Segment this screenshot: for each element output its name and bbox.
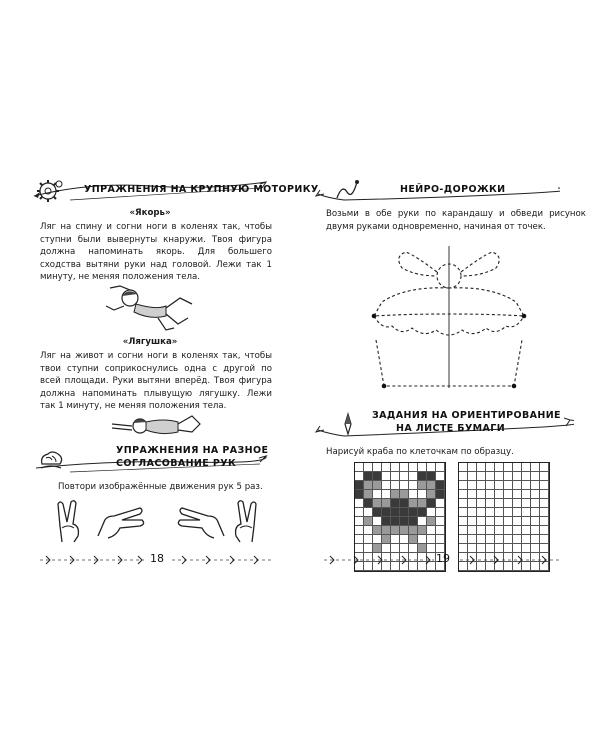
drawing-grid-cell[interactable] — [459, 508, 468, 517]
drawing-grid-cell[interactable] — [486, 463, 495, 472]
sample-grid-cell — [436, 517, 445, 526]
sample-grid-cell — [418, 517, 427, 526]
drawing-grid-cell[interactable] — [477, 472, 486, 481]
sample-grid-cell — [409, 508, 418, 517]
page-number-18: 18 — [150, 552, 164, 565]
drawing-grid-cell[interactable] — [504, 472, 513, 481]
drawing-grid-cell[interactable] — [459, 535, 468, 544]
drawing-grid-cell[interactable] — [504, 517, 513, 526]
sample-grid-cell — [364, 463, 373, 472]
drawing-grid-cell[interactable] — [459, 463, 468, 472]
drawing-grid-cell[interactable] — [522, 526, 531, 535]
drawing-grid-cell[interactable] — [495, 526, 504, 535]
sample-grid-cell — [373, 499, 382, 508]
sample-grid-cell — [436, 499, 445, 508]
crab-instruction: Нарисуй краба по клеточкам по образцу. — [326, 447, 514, 457]
drawing-grid-cell[interactable] — [540, 499, 549, 508]
sample-grid-cell — [364, 472, 373, 481]
sample-grid-cell — [391, 517, 400, 526]
drawing-grid-cell[interactable] — [477, 535, 486, 544]
drawing-grid-cell[interactable] — [513, 517, 522, 526]
sample-grid-cell — [364, 499, 373, 508]
drawing-grid-cell[interactable] — [486, 490, 495, 499]
sample-grid-cell — [364, 481, 373, 490]
sample-grid-cell — [373, 526, 382, 535]
sample-grid-cell — [364, 490, 373, 499]
brain-icon — [38, 448, 64, 476]
drawing-grid-cell[interactable] — [495, 463, 504, 472]
drawing-grid-cell[interactable] — [531, 490, 540, 499]
sample-grid-cell — [373, 472, 382, 481]
drawing-grid-cell[interactable] — [531, 499, 540, 508]
drawing-grid-cell[interactable] — [495, 517, 504, 526]
sample-grid-cell — [373, 508, 382, 517]
sample-grid-cell — [400, 517, 409, 526]
drawing-grid-cell[interactable] — [459, 499, 468, 508]
sample-grid-cell — [409, 481, 418, 490]
drawing-grid-cell[interactable] — [540, 535, 549, 544]
footer-divider-right — [324, 552, 434, 571]
drawing-grid-cell[interactable] — [522, 490, 531, 499]
sample-grid-cell — [391, 499, 400, 508]
sample-grid-cell — [355, 463, 364, 472]
drawing-grid-cell[interactable] — [468, 472, 477, 481]
drawing-grid-cell[interactable] — [459, 517, 468, 526]
drawing-grid-cell[interactable] — [540, 526, 549, 535]
sample-grid-cell — [364, 535, 373, 544]
drawing-grid-cell[interactable] — [477, 508, 486, 517]
drawing-grid-cell[interactable] — [477, 481, 486, 490]
sample-grid-cell — [364, 526, 373, 535]
drawing-grid-cell[interactable] — [522, 481, 531, 490]
hand-coordination-title-line2: СОГЛАСОВАНИЕ РУК — [116, 458, 237, 469]
gross-motor-title: УПРАЖНЕНИЯ НА КРУПНУЮ МОТОРИКУ — [84, 184, 319, 195]
drawing-grid-cell[interactable] — [468, 463, 477, 472]
drawing-grid-cell[interactable] — [513, 472, 522, 481]
drawing-grid-cell[interactable] — [486, 499, 495, 508]
sample-grid-cell — [391, 472, 400, 481]
drawing-grid-cell[interactable] — [495, 472, 504, 481]
sample-grid-cell — [382, 481, 391, 490]
page-number-19: 19 — [436, 552, 450, 565]
sample-grid-cell — [427, 472, 436, 481]
orientation-title-line1: ЗАДАНИЯ НА ОРИЕНТИРОВАНИЕ — [372, 410, 561, 421]
sample-grid-cell — [418, 463, 427, 472]
drawing-grid-cell[interactable] — [531, 526, 540, 535]
sample-grid-cell — [427, 517, 436, 526]
drawing-grid-cell[interactable] — [486, 535, 495, 544]
drawing-grid-cell[interactable] — [504, 463, 513, 472]
sample-grid-cell — [400, 490, 409, 499]
drawing-grid-cell[interactable] — [540, 508, 549, 517]
drawing-grid-cell[interactable] — [495, 481, 504, 490]
sample-grid-cell — [409, 526, 418, 535]
sample-grid-cell — [409, 490, 418, 499]
sample-grid-cell — [436, 490, 445, 499]
drawing-grid-cell[interactable] — [513, 463, 522, 472]
sample-grid-cell — [400, 463, 409, 472]
drawing-grid-cell[interactable] — [495, 499, 504, 508]
hand-coordination-title-line1: УПРАЖНЕНИЯ НА РАЗНОЕ — [116, 445, 269, 456]
right-page — [300, 0, 600, 750]
drawing-grid-cell[interactable] — [468, 481, 477, 490]
sample-grid-cell — [400, 481, 409, 490]
drawing-grid-cell[interactable] — [531, 472, 540, 481]
drawing-grid-cell[interactable] — [540, 463, 549, 472]
drawing-grid-cell[interactable] — [486, 481, 495, 490]
sample-grid-cell — [382, 472, 391, 481]
drawing-grid-cell[interactable] — [531, 517, 540, 526]
drawing-grid-cell[interactable] — [495, 490, 504, 499]
sample-grid-cell — [400, 508, 409, 517]
sample-grid-cell — [427, 526, 436, 535]
sample-grid-cell — [391, 526, 400, 535]
sample-grid-cell — [382, 517, 391, 526]
sample-grid-cell — [418, 499, 427, 508]
frog-title: «Лягушка» — [122, 337, 178, 347]
sample-grid-cell — [400, 535, 409, 544]
drawing-grid-cell[interactable] — [477, 526, 486, 535]
hand-v-sign-illustration — [54, 500, 88, 548]
sample-grid-cell — [382, 463, 391, 472]
sample-grid-cell — [418, 526, 427, 535]
sample-grid-cell — [436, 508, 445, 517]
sample-grid-cell — [382, 499, 391, 508]
drawing-grid-cell[interactable] — [495, 535, 504, 544]
drawing-grid-cell[interactable] — [513, 535, 522, 544]
drawing-grid-cell[interactable] — [504, 526, 513, 535]
footer-divider-left-end — [172, 552, 272, 571]
drawing-grid-cell[interactable] — [504, 499, 513, 508]
drawing-grid-cell[interactable] — [522, 517, 531, 526]
sample-grid-cell — [355, 490, 364, 499]
child-anchor-pose-illustration — [100, 284, 200, 340]
drawing-grid-cell[interactable] — [522, 508, 531, 517]
drawing-grid-cell[interactable] — [477, 517, 486, 526]
drawing-grid-cell[interactable] — [522, 472, 531, 481]
sample-grid-cell — [400, 472, 409, 481]
drawing-grid-cell[interactable] — [540, 481, 549, 490]
sample-grid-cell — [427, 463, 436, 472]
sample-grid-cell — [382, 535, 391, 544]
sample-grid-cell — [409, 472, 418, 481]
drawing-grid-cell[interactable] — [468, 508, 477, 517]
drawing-grid-cell[interactable] — [504, 481, 513, 490]
sample-grid-cell — [364, 517, 373, 526]
drawing-grid-cell[interactable] — [486, 526, 495, 535]
drawing-grid-cell[interactable] — [504, 490, 513, 499]
drawing-grid-cell[interactable] — [513, 499, 522, 508]
sample-grid-cell — [436, 481, 445, 490]
drawing-grid-cell[interactable] — [468, 535, 477, 544]
drawing-grid-cell[interactable] — [504, 535, 513, 544]
sample-grid-cell — [427, 499, 436, 508]
sample-grid-cell — [418, 481, 427, 490]
drawing-grid-cell[interactable] — [459, 472, 468, 481]
frog-text: Ляг на живот и согни ноги в коленях так, чтобы твои ступни соприкоснулись одна с другой по всей площади. Руки вытяни вперёд. Твоя фигура должна напоминать плывущую лягушку. Лежи так 1 минуту, не меняя положения тела. — [40, 351, 272, 412]
sample-grid-cell — [373, 517, 382, 526]
sample-grid-cell — [373, 535, 382, 544]
drawing-grid-cell[interactable] — [477, 490, 486, 499]
drawing-grid-cell[interactable] — [522, 499, 531, 508]
sample-grid-cell — [391, 508, 400, 517]
gear-icon — [36, 178, 64, 208]
sample-grid-cell — [436, 463, 445, 472]
sample-grid-cell — [373, 481, 382, 490]
drawing-grid-cell[interactable] — [531, 535, 540, 544]
cupcake-tracing-illustration — [366, 242, 532, 394]
orientation-title-line2: НА ЛИСТЕ БУМАГИ — [396, 423, 506, 434]
neuro-tracks-banner — [314, 174, 560, 208]
sample-grid-cell — [355, 517, 364, 526]
hands-instruction: Повтори изображённые движения рук 5 раз. — [58, 482, 263, 492]
drawing-grid-cell[interactable] — [522, 535, 531, 544]
gross-motor-banner — [30, 176, 319, 206]
sample-grid-cell — [373, 463, 382, 472]
footer-divider-right-end — [460, 552, 560, 571]
neuro-tracks-instruction: Возьми в обе руки по карандашу и обведи рисунок двумя руками одновременно, начиная от точек. — [326, 209, 586, 232]
sample-grid-cell — [382, 526, 391, 535]
hand-v-sign-mirrored-illustration — [226, 500, 260, 548]
sample-grid-cell — [400, 499, 409, 508]
sample-grid-cell — [355, 499, 364, 508]
sample-grid-cell — [391, 481, 400, 490]
sample-grid-cell — [409, 463, 418, 472]
compass-icon — [336, 412, 360, 440]
drawing-grid-cell[interactable] — [504, 508, 513, 517]
drawing-grid-cell[interactable] — [495, 508, 504, 517]
drawing-grid-cell[interactable] — [459, 481, 468, 490]
sample-grid-cell — [391, 535, 400, 544]
sample-grid-cell — [355, 526, 364, 535]
sample-grid-cell — [418, 472, 427, 481]
sample-grid-cell — [436, 472, 445, 481]
sample-grid-cell — [427, 508, 436, 517]
sample-grid-cell — [418, 508, 427, 517]
sample-grid-cell — [355, 535, 364, 544]
drawing-grid-cell[interactable] — [531, 463, 540, 472]
drawing-grid-cell[interactable] — [522, 463, 531, 472]
sample-grid-cell — [364, 508, 373, 517]
drawing-grid-cell[interactable] — [459, 490, 468, 499]
drawing-grid-cell[interactable] — [540, 490, 549, 499]
sample-grid-cell — [409, 517, 418, 526]
neuro-tracks-title: НЕЙРО-ДОРОЖКИ — [400, 184, 506, 195]
sample-grid-cell — [418, 490, 427, 499]
sample-grid-cell — [391, 490, 400, 499]
drawing-grid-cell[interactable] — [486, 517, 495, 526]
anchor-title: «Якорь» — [129, 208, 171, 218]
drawing-grid-cell[interactable] — [531, 508, 540, 517]
drawing-grid-cell[interactable] — [513, 481, 522, 490]
hand-sideways-v-mirrored-illustration — [176, 502, 228, 546]
drawing-grid-cell[interactable] — [513, 526, 522, 535]
drawing-grid-cell[interactable] — [513, 508, 522, 517]
sample-grid-cell — [418, 535, 427, 544]
drawing-grid-cell[interactable] — [468, 526, 477, 535]
drawing-grid-cell[interactable] — [486, 472, 495, 481]
child-frog-pose-illustration — [108, 410, 204, 442]
sample-grid-cell — [355, 508, 364, 517]
sample-grid-cell — [427, 535, 436, 544]
drawing-grid-cell[interactable] — [477, 463, 486, 472]
drawing-grid-cell[interactable] — [540, 472, 549, 481]
drawing-grid-cell[interactable] — [540, 517, 549, 526]
sample-grid-cell — [427, 481, 436, 490]
sample-grid-cell — [391, 463, 400, 472]
drawing-grid-cell[interactable] — [513, 490, 522, 499]
sample-grid-cell — [400, 526, 409, 535]
drawing-grid-cell[interactable] — [468, 490, 477, 499]
drawing-grid-cell[interactable] — [459, 526, 468, 535]
sample-grid-cell — [382, 490, 391, 499]
anchor-text: Ляг на спину и согни ноги в коленях так, чтобы ступни были вывернуты кнаружи. Твоя фигура должна напоминать якорь. Для большего сходства вытяни руки над головой. Лежи так 1 минуту, не меняя положения тела. — [40, 222, 272, 283]
hand-coordination-banner — [30, 442, 270, 476]
drawing-grid-cell[interactable] — [477, 499, 486, 508]
sample-grid-cell — [373, 490, 382, 499]
sample-grid-cell — [427, 490, 436, 499]
drawing-grid-cell[interactable] — [486, 508, 495, 517]
sample-grid-cell — [409, 499, 418, 508]
orientation-banner — [314, 406, 574, 442]
drawing-grid-cell[interactable] — [468, 499, 477, 508]
hand-sideways-v-illustration — [94, 502, 146, 546]
sample-grid-cell — [355, 472, 364, 481]
squiggle-path-icon — [334, 178, 360, 206]
sample-grid-cell — [436, 526, 445, 535]
footer-divider-left — [40, 552, 144, 571]
sample-grid-cell — [436, 535, 445, 544]
sample-grid-cell — [382, 508, 391, 517]
sample-grid-cell — [355, 481, 364, 490]
drawing-grid-cell[interactable] — [531, 481, 540, 490]
sample-grid-cell — [409, 535, 418, 544]
drawing-grid-cell[interactable] — [468, 517, 477, 526]
